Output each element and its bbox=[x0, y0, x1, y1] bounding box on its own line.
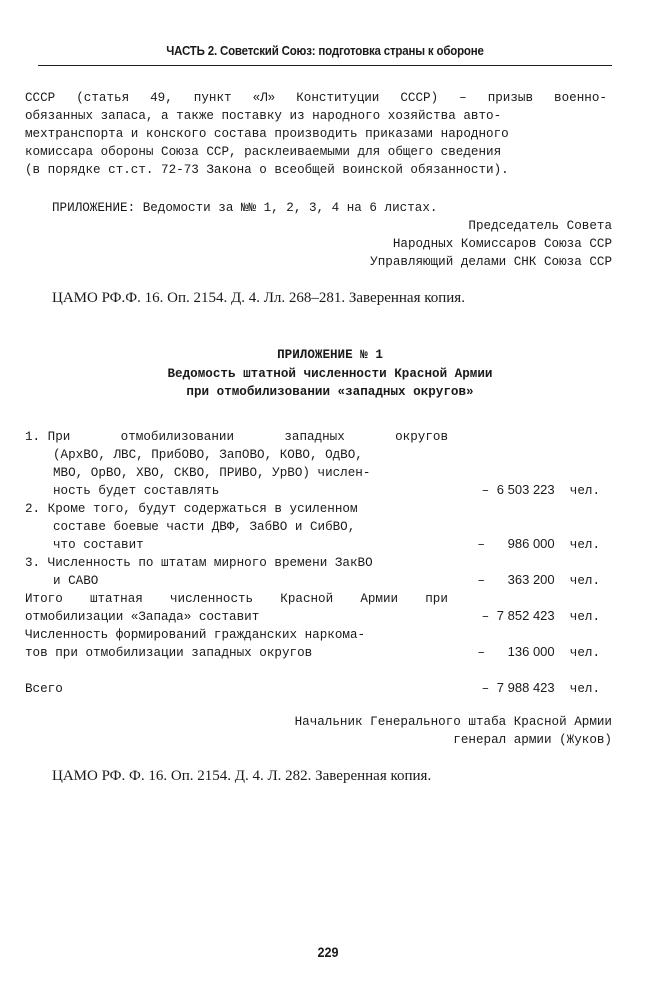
appendix-heading: ПРИЛОЖЕНИЕ № 1 bbox=[277, 348, 383, 362]
signature-chief-of-staff: Начальник Генерального штаба Красной Армии bbox=[294, 715, 612, 729]
item-1-line-1: 1. При отмобилизовании западных округов bbox=[25, 430, 448, 444]
word: штатная bbox=[89, 592, 143, 606]
appendix-note: ПРИЛОЖЕНИЕ: Ведомости за №№ 1, 2, 3, 4 на 6 листах. bbox=[52, 201, 438, 215]
word: «Л» bbox=[252, 91, 276, 105]
signature-council: Народных Комиссаров Союза ССР bbox=[392, 237, 612, 251]
item-1-line-3: МВО, ОрВО, ХВО, СКВО, ПРИВО, УрВО) числен- bbox=[53, 466, 371, 480]
page-number: 229 bbox=[317, 944, 339, 960]
item-3-value: – 363 200 чел. bbox=[477, 572, 600, 588]
word: Конституции bbox=[296, 91, 380, 105]
word: – bbox=[459, 91, 467, 105]
word: 49, bbox=[150, 91, 173, 105]
item-3-line-1: 3. Численность по штатам мирного времени ЗакВО bbox=[25, 556, 373, 570]
civil-value: – 136 000 чел. bbox=[477, 644, 600, 660]
word: военно- bbox=[554, 91, 607, 105]
word: пункт bbox=[193, 91, 232, 105]
signature-manager: Управляющий делами СНК Союза ССР bbox=[370, 255, 612, 269]
word: СССР) bbox=[400, 91, 439, 105]
word: СССР bbox=[25, 91, 56, 105]
total-value: – 7 852 423 чел. bbox=[481, 608, 600, 624]
intro-line-2: обязанных запаса, а также поставку из народного хозяйства авто- bbox=[25, 109, 502, 123]
archive-source-2: ЦАМО РФ. Ф. 16. Оп. 2154. Д. 4. Л. 282. Заверенная копия. bbox=[52, 768, 432, 784]
item-1-value: – 6 503 223 чел. bbox=[481, 482, 600, 498]
word: Итого bbox=[25, 592, 63, 606]
item-2-line-2: составе боевые части ДВФ, ЗабВО и СибВО, bbox=[53, 520, 356, 534]
word: (статья bbox=[76, 91, 130, 105]
running-header: ЧАСТЬ 2. Советский Союз: подготовка страны к обороне bbox=[166, 44, 484, 58]
item-1-line-2: (АрхВО, ЛВС, ПрибОВО, ЗапОВО, КОВО, ОдВО, bbox=[53, 448, 363, 462]
intro-line-3: мехтранспорта и конского состава производить приказами народного bbox=[25, 127, 509, 141]
total-line-2: отмобилизации «Запада» составит bbox=[25, 610, 260, 624]
appendix-title-line-2: при отмобилизовании «западных округов» bbox=[186, 385, 474, 399]
item-3-line-2: и САВО bbox=[53, 574, 99, 588]
word: призыв bbox=[487, 91, 534, 105]
grand-total-label: Всего bbox=[25, 682, 63, 696]
item-2-line-3: что составит bbox=[53, 538, 144, 552]
appendix-title-line-1: Ведомость штатной численности Красной Армии bbox=[167, 367, 493, 381]
civil-line-2: тов при отмобилизации западных округов bbox=[25, 646, 313, 660]
civil-line-1: Численность формирований гражданских наркома- bbox=[25, 628, 366, 642]
word: при bbox=[425, 592, 448, 606]
archive-source-1: ЦАМО РФ.Ф. 16. Оп. 2154. Д. 4. Лл. 268–281. Заверенная копия. bbox=[52, 290, 465, 306]
word: Армии bbox=[360, 592, 399, 606]
signature-chairman: Председатель Совета bbox=[468, 219, 612, 233]
signature-general-name: генерал армии (Жуков) bbox=[453, 733, 612, 747]
word: численность bbox=[169, 592, 254, 606]
item-1-line-4: ность будет составлять bbox=[53, 484, 220, 498]
header-rule bbox=[38, 65, 612, 66]
intro-line-1 bbox=[25, 89, 607, 107]
word: Красной bbox=[280, 592, 334, 606]
item-2-line-1: 2. Кроме того, будут содержаться в усиленном bbox=[25, 502, 358, 516]
intro-line-4: комиссара обороны Союза ССР, расклеиваемыми для общего сведения bbox=[25, 145, 502, 159]
total-line-1 bbox=[25, 590, 448, 608]
item-2-value: – 986 000 чел. bbox=[477, 536, 600, 552]
grand-total-value: – 7 988 423 чел. bbox=[481, 680, 600, 696]
intro-line-5: (в порядке ст.ст. 72-73 Закона о всеобщей воинской обязанности). bbox=[25, 163, 509, 177]
